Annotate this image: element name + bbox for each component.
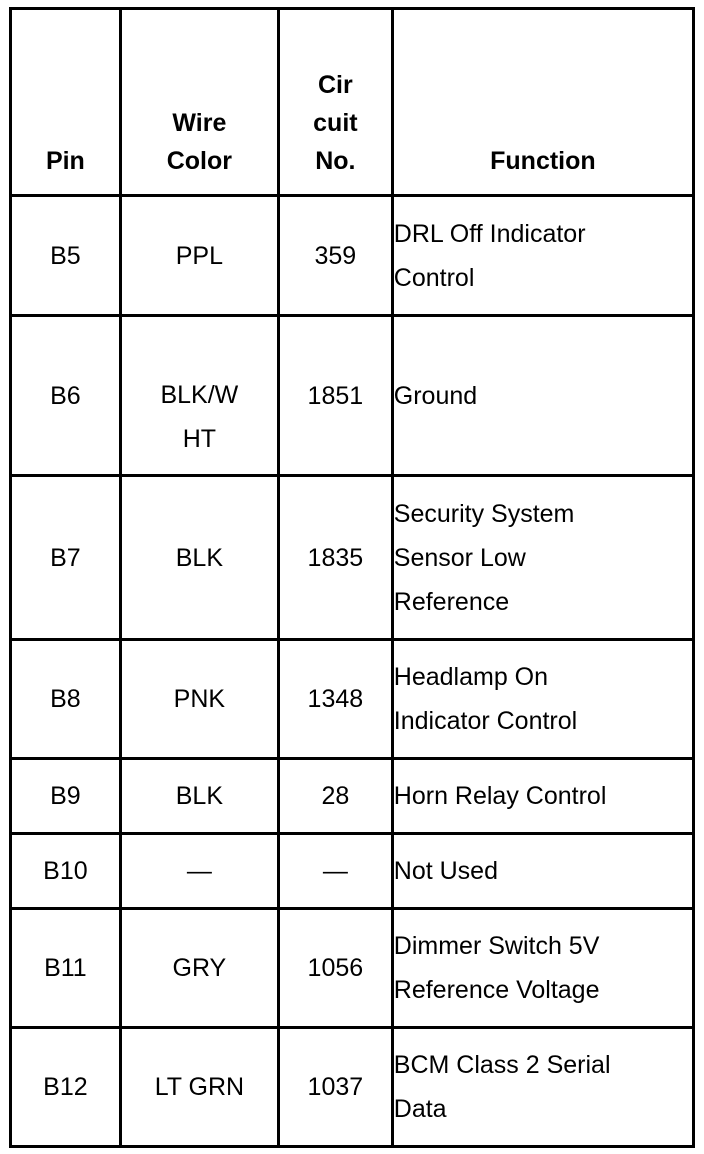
pin-cell: B8 <box>11 640 121 759</box>
pin-cell: B12 <box>11 1028 121 1147</box>
function-cell: DRL Off Indicator Control <box>392 196 693 316</box>
circuit-cell: 1851 <box>278 316 392 476</box>
pin-cell: B9 <box>11 759 121 834</box>
table-row <box>11 759 694 834</box>
table-row <box>11 1028 694 1147</box>
table-row <box>11 834 694 909</box>
pin-cell: B6 <box>11 316 121 476</box>
table-row <box>11 196 694 316</box>
function-cell: Not Used <box>392 834 693 909</box>
circuit-cell: 1037 <box>278 1028 392 1147</box>
table-row <box>11 476 694 640</box>
wire-color-cell: PNK <box>120 640 278 759</box>
header-wire-color: Wire Color <box>120 9 278 196</box>
header-circuit-no: Cir cuit No. <box>278 9 392 196</box>
table-row <box>11 909 694 1028</box>
wire-color-cell: GRY <box>120 909 278 1028</box>
function-cell: Horn Relay Control <box>392 759 693 834</box>
function-cell: Headlamp On Indicator Control <box>392 640 693 759</box>
function-cell: Security System Sensor Low Reference <box>392 476 693 640</box>
pin-table <box>9 7 695 1148</box>
circuit-cell: 1835 <box>278 476 392 640</box>
function-cell: Ground <box>392 316 693 476</box>
table-header-row <box>11 9 694 196</box>
pin-cell: B10 <box>11 834 121 909</box>
wire-color-cell: LT GRN <box>120 1028 278 1147</box>
pin-cell: B5 <box>11 196 121 316</box>
function-cell: Dimmer Switch 5V Reference Voltage <box>392 909 693 1028</box>
pin-cell: B11 <box>11 909 121 1028</box>
header-function: Function <box>392 9 693 196</box>
function-cell: BCM Class 2 Serial Data <box>392 1028 693 1147</box>
circuit-cell: 359 <box>278 196 392 316</box>
header-pin: Pin <box>11 9 121 196</box>
circuit-cell: 1056 <box>278 909 392 1028</box>
circuit-cell: 28 <box>278 759 392 834</box>
pin-cell: B7 <box>11 476 121 640</box>
table-row <box>11 316 694 476</box>
table-row <box>11 640 694 759</box>
circuit-cell: — <box>278 834 392 909</box>
wire-color-cell: BLK <box>120 759 278 834</box>
wire-color-cell: PPL <box>120 196 278 316</box>
wire-color-cell: BLK/W HT <box>120 316 278 476</box>
wire-color-cell: — <box>120 834 278 909</box>
wire-color-cell: BLK <box>120 476 278 640</box>
circuit-cell: 1348 <box>278 640 392 759</box>
